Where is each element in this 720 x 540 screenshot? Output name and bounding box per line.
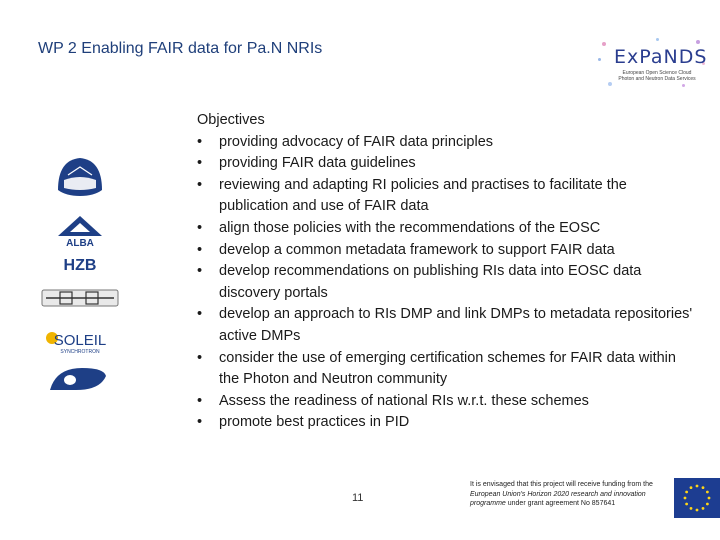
objective-item	[197, 175, 697, 218]
funding-suffix: under grant agreement No 857641	[505, 500, 616, 507]
soleil-logo-subtext: SYNCHROTRON	[60, 349, 100, 355]
objective-text: providing FAIR data guidelines	[219, 155, 416, 172]
objectives-heading: Objectives	[197, 112, 265, 128]
objective-text: align those policies with the recommendations of the EOSC	[219, 219, 601, 236]
objective-item	[197, 391, 697, 413]
eu-star-icon	[684, 497, 687, 500]
objective-item	[197, 412, 697, 434]
bullet-icon: •	[197, 176, 203, 193]
neutron-source-logo-icon	[42, 290, 118, 306]
eu-star-icon	[702, 507, 705, 510]
partner-logos-svg	[40, 150, 120, 390]
expands-logo-text: ExPaNDS	[614, 46, 708, 68]
bullet-icon: •	[197, 241, 203, 258]
objective-text: develop an approach to RIs DMP and link DMPs to metadata repositories' active DMPs	[219, 306, 693, 344]
objective-item	[197, 348, 697, 391]
bullet-icon: •	[197, 219, 203, 236]
alba-logo-icon	[58, 216, 102, 236]
objective-text: providing advocacy of FAIR data principles	[219, 133, 494, 150]
objective-text: develop recommendations on publishing RIs data into EOSC data discovery portals	[219, 263, 642, 301]
soleil-logo-text: SOLEIL	[53, 332, 107, 349]
funding-programme: European Union's Horizon 2020 research and innovation programme	[470, 490, 646, 507]
expands-logo-tagline: European Open Science Cloud Photon and Neutron Data Services	[618, 70, 696, 82]
bullet-icon: •	[197, 155, 203, 172]
objective-item	[197, 261, 697, 304]
ill-logo-icon	[40, 368, 106, 390]
objective-text: Assess the readiness of national RIs w.r.t. these schemes	[219, 392, 589, 409]
objective-text: reviewing and adapting RI policies and practises to facilitate the publication and use of FAIR data	[219, 176, 627, 215]
eu-star-icon	[696, 485, 699, 488]
eu-star-icon	[685, 491, 688, 494]
objective-item	[197, 240, 697, 262]
bullet-icon: •	[197, 263, 203, 280]
bullet-icon: •	[197, 133, 203, 150]
bullet-icon: •	[197, 392, 203, 409]
eu-star-icon	[690, 507, 693, 510]
objective-text: consider the use of emerging certification schemes for FAIR data within the Photon and Neutron community	[219, 349, 676, 388]
page-number: 11	[352, 492, 364, 504]
bullet-icon: •	[197, 349, 203, 366]
eu-star-icon	[702, 486, 705, 489]
objective-item	[197, 153, 697, 175]
bullet-icon: •	[197, 306, 203, 323]
bullet-icon: •	[197, 414, 203, 431]
objective-item	[197, 218, 697, 240]
slide-title: WP 2 Enabling FAIR data for Pa.N NRIs	[38, 40, 323, 57]
eu-star-icon	[696, 509, 699, 512]
objective-item	[197, 132, 697, 154]
eu-flag-icon	[674, 478, 720, 518]
objective-item	[197, 304, 697, 347]
alba-logo-text: ALBA	[66, 238, 94, 249]
objective-text: develop a common metadata framework to support FAIR data	[219, 241, 615, 258]
hzb-logo-text: HZB	[63, 257, 97, 274]
eu-star-icon	[708, 497, 711, 500]
expands-logo	[596, 38, 708, 94]
eu-star-icon	[690, 486, 693, 489]
objectives-list	[197, 132, 697, 434]
eu-star-icon	[706, 503, 709, 506]
partner-logos	[40, 150, 120, 390]
eu-star-icon	[706, 491, 709, 494]
esrf-logo-icon	[58, 158, 102, 196]
objectives-block	[197, 110, 697, 434]
funding-statement	[470, 480, 670, 509]
objective-text: promote best practices in PID	[219, 414, 410, 431]
funding-prefix: It is envisaged that this project will receive funding from the	[470, 481, 653, 488]
eu-star-icon	[685, 503, 688, 506]
